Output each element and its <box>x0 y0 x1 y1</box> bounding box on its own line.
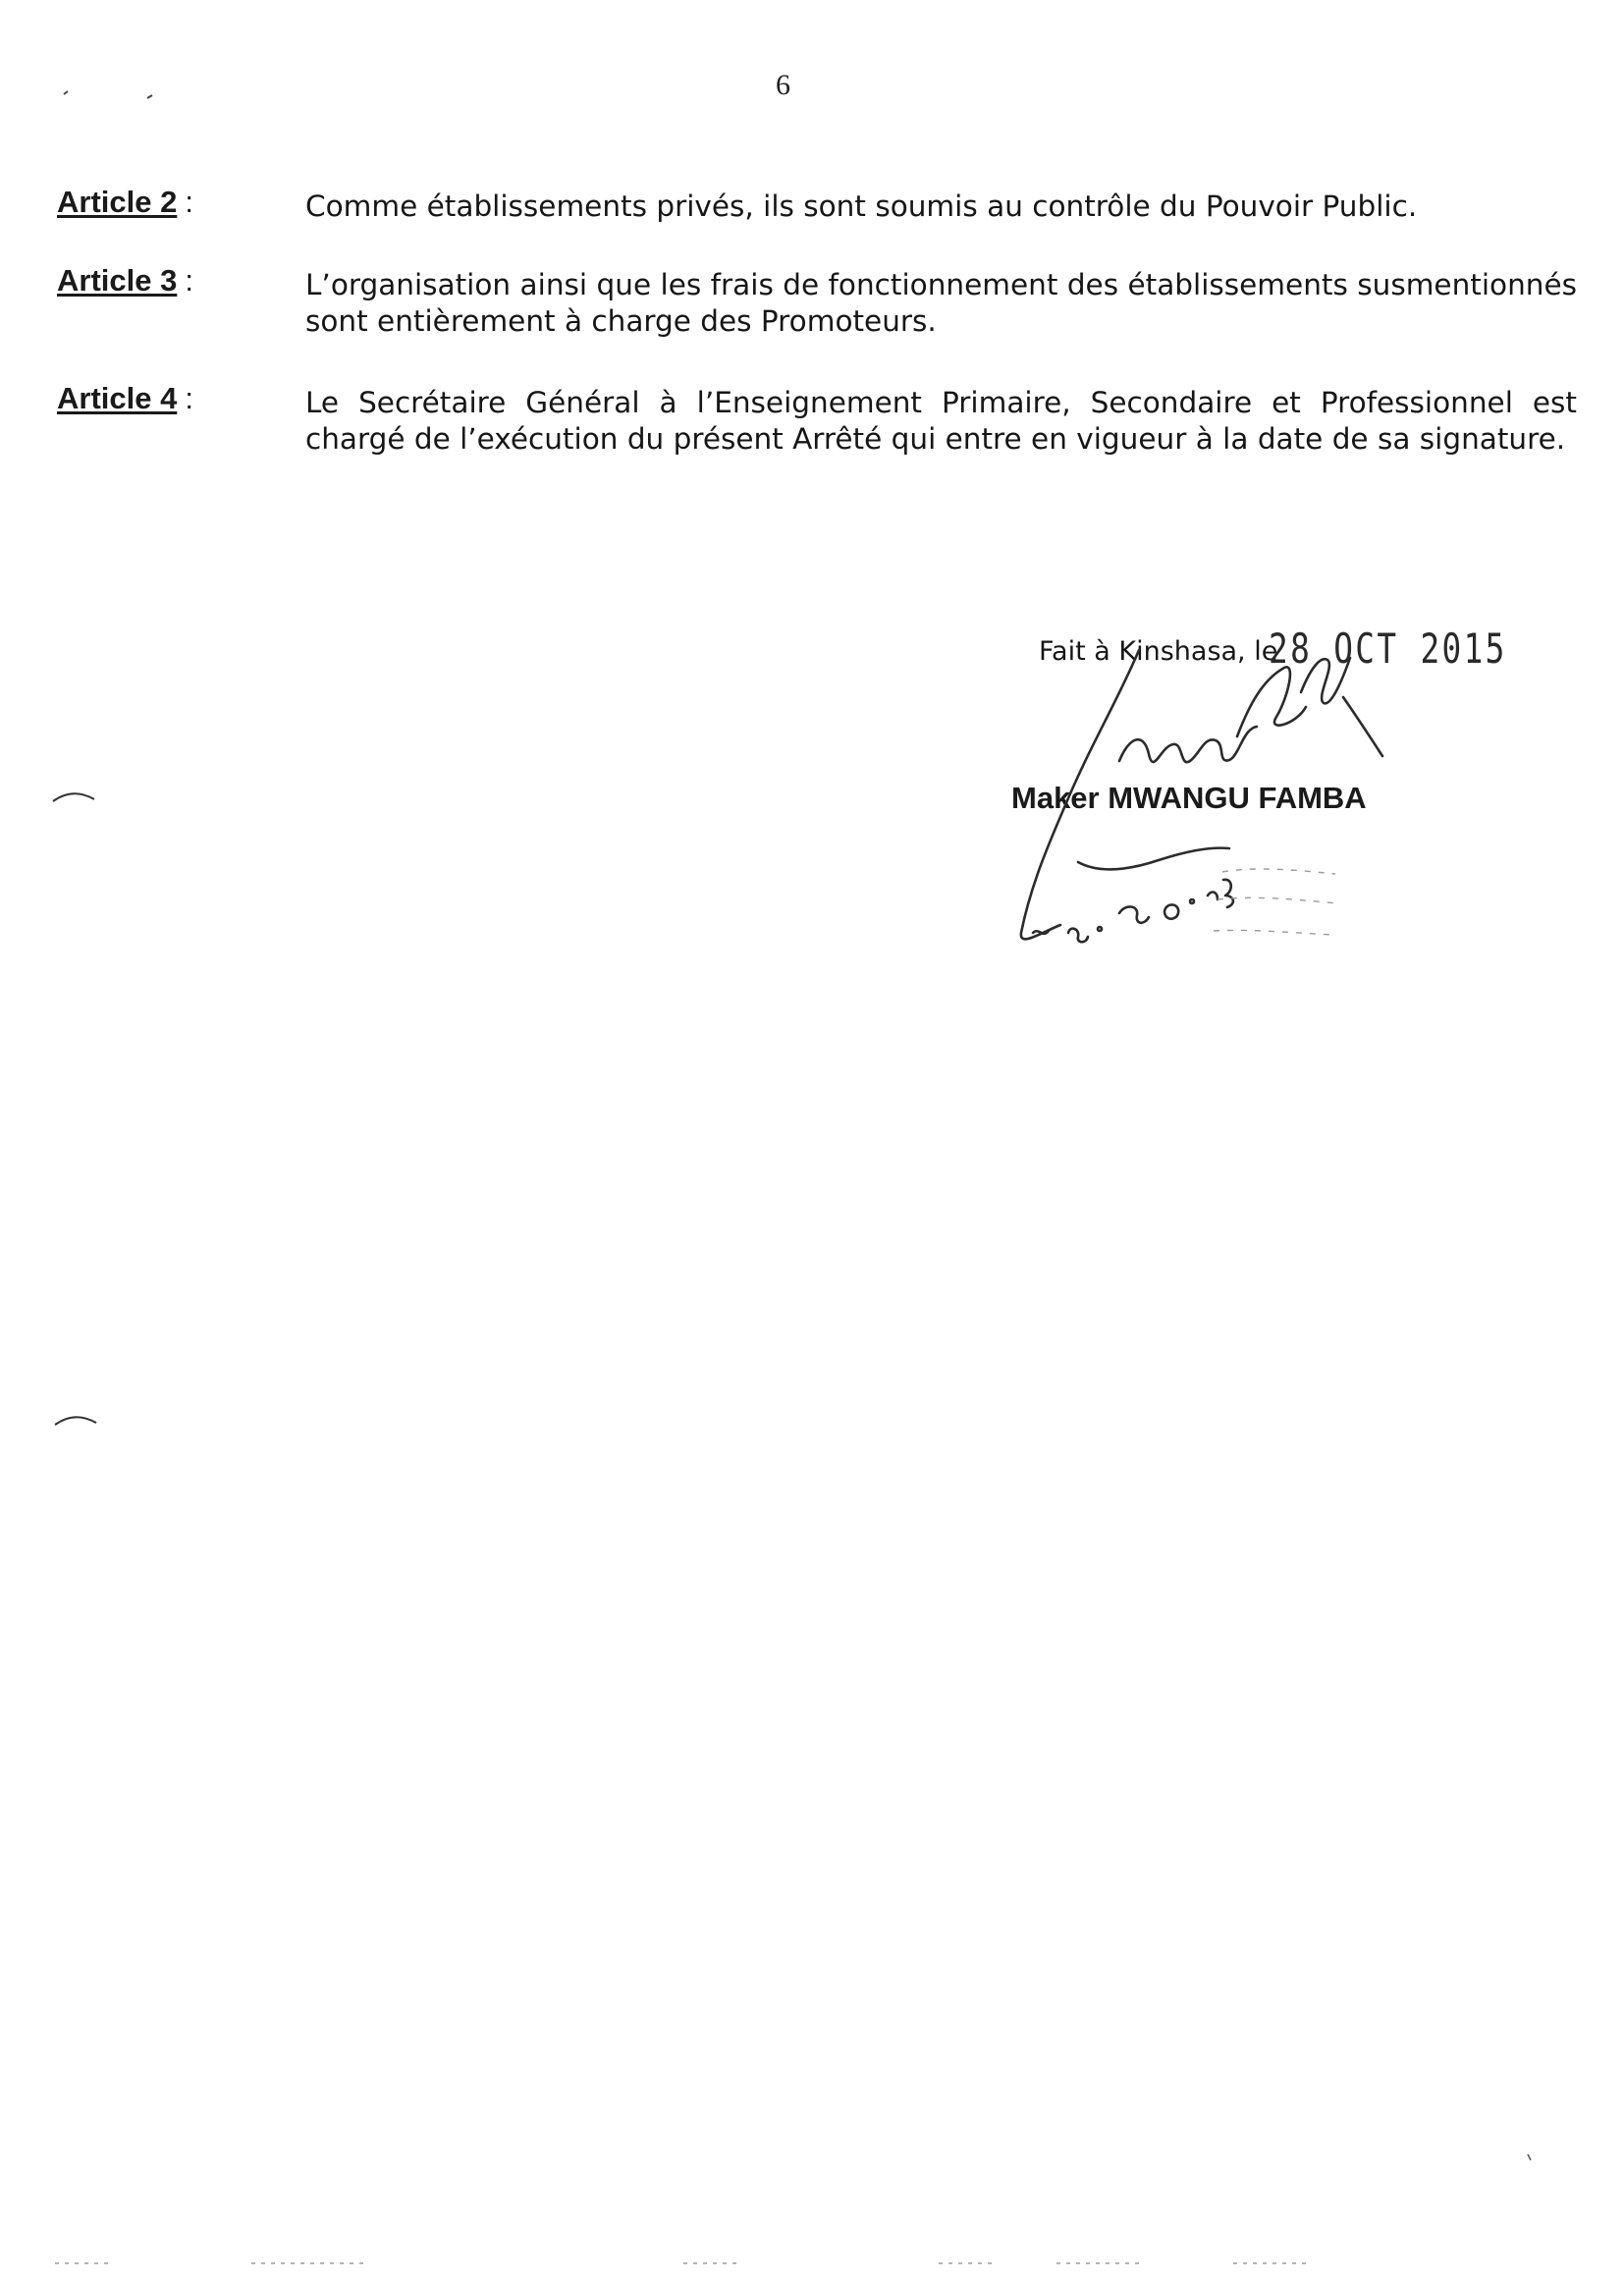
article-text: L’organisation ainsi que les frais de fonctionnement des établissements susmentionnés sont entièrement à charge des Promoteurs. <box>305 268 1577 338</box>
closing-place: Fait à Kinshasa, le <box>1039 636 1278 667</box>
scan-specks <box>1520 2150 1540 2170</box>
article-label-text: Article 2 <box>57 185 178 219</box>
article-label <box>57 185 193 220</box>
handwritten-signature <box>972 638 1434 992</box>
signatory-name: Maker MWANGU FAMBA <box>1011 781 1367 815</box>
hole-punch-mark <box>51 787 100 807</box>
article-label-text: Article 4 <box>57 381 178 415</box>
article-label <box>57 263 193 299</box>
article-text: Comme établissements privés, ils sont soumis au contrôle du Pouvoir Public. <box>305 190 1418 223</box>
scan-edge-noise <box>55 2258 1547 2268</box>
hole-punch-mark <box>53 1411 102 1431</box>
date-stamp: 28 OCT 2015 <box>1269 624 1507 673</box>
page-number: 6 <box>776 69 790 101</box>
article-text: Le Secrétaire Général à l’Enseignement Primaire, Secondaire et Professionnel est chargé de l’exécution du présent Arrêté qui entre en vigueur à la date de sa signature. <box>305 386 1577 456</box>
article-label-colon: : <box>185 381 193 415</box>
article-label-colon: : <box>185 185 193 219</box>
article-label <box>57 381 193 416</box>
scan-specks <box>59 86 157 106</box>
article-label-colon: : <box>185 263 193 298</box>
article-label-text: Article 3 <box>57 263 178 298</box>
